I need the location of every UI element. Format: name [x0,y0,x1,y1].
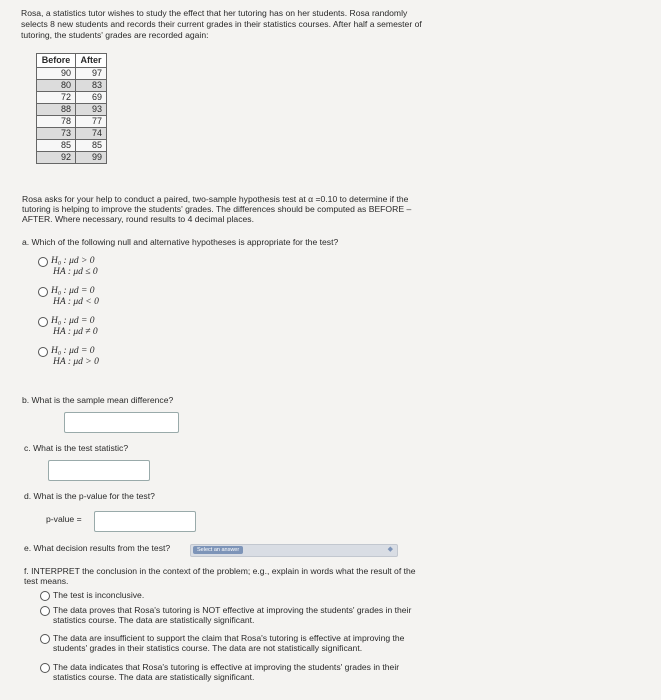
before-cell: 90 [37,68,76,80]
null-hypothesis: H₀ : μd = 0 [51,286,95,296]
before-cell: 92 [37,152,76,164]
table-row [37,116,107,128]
decision-select[interactable] [190,544,398,557]
hypothesis-option-1[interactable] [38,256,98,278]
instruction-line: tutoring is helping to improve the students' grades. The differences should be computed as BEFORE – [22,204,412,214]
after-cell: 69 [76,92,107,104]
table-row [37,104,107,116]
table-row [37,140,107,152]
intro-line: tutoring, the students' grades are recorded again: [21,30,209,40]
option-text: statistics course. The data are statistically significant. [53,672,255,682]
radio-button[interactable] [38,317,48,327]
alt-hypothesis: HA : μd ≤ 0 [53,267,98,277]
table-row [37,68,107,80]
grades-table [36,53,107,164]
after-cell: 83 [76,80,107,92]
hypothesis-option-2[interactable] [38,286,99,308]
null-hypothesis: H₀ : μd = 0 [51,346,95,356]
instruction-line: AFTER. Where necessary, round results to 4 decimal places. [22,214,254,224]
after-cell: 77 [76,116,107,128]
alt-hypothesis: HA : μd > 0 [53,357,99,367]
select-placeholder: Select an answer [193,546,243,554]
option-text: statistics course. The data are statistically significant. [53,615,255,625]
table-row [37,152,107,164]
after-cell: 85 [76,140,107,152]
option-text: The test is inconclusive. [53,590,145,600]
radio-button[interactable] [40,663,50,673]
table-row [37,80,107,92]
option-text: The data proves that Rosa's tutoring is NOT effective at improving the students' grades in their [53,605,412,615]
radio-button[interactable] [40,634,50,644]
pvalue-input[interactable] [94,511,196,532]
after-cell: 97 [76,68,107,80]
radio-button[interactable] [38,287,48,297]
null-hypothesis: H₀ : μd > 0 [51,256,95,266]
intro-line: Rosa, a statistics tutor wishes to study the effect that her tutoring has on her students. Rosa randomly [21,8,408,18]
mean-difference-input[interactable] [64,412,179,433]
after-cell: 74 [76,128,107,140]
question-f-line: test means. [24,576,69,586]
radio-button[interactable] [38,347,48,357]
test-instructions [22,194,411,224]
hypothesis-option-4[interactable] [38,346,99,368]
before-cell: 72 [37,92,76,104]
pvalue-label: p-value = [46,514,82,524]
option-text: The data indicates that Rosa's tutoring is effective at improving the students' grades in their [53,662,400,672]
after-cell: 93 [76,104,107,116]
test-statistic-input[interactable] [48,460,150,481]
option-text: students' grades in their statistics course. The data are not statistically significant. [53,643,363,653]
question-b: b. What is the sample mean difference? [22,395,174,405]
table-row [37,128,107,140]
question-c: c. What is the test statistic? [24,443,129,453]
before-cell: 78 [37,116,76,128]
before-cell: 80 [37,80,76,92]
question-a: a. Which of the following null and alternative hypotheses is appropriate for the test? [22,237,339,247]
column-header-before: Before [37,54,76,68]
radio-button[interactable] [38,257,48,267]
question-e: e. What decision results from the test? [24,543,171,553]
conclusion-option-3[interactable] [40,633,404,653]
conclusion-option-4[interactable] [40,662,399,682]
null-hypothesis: H₀ : μd = 0 [51,316,95,326]
alt-hypothesis: HA : μd ≠ 0 [53,327,98,337]
table-row [37,92,107,104]
before-cell: 88 [37,104,76,116]
conclusion-option-1[interactable] [40,590,144,601]
question-f [24,566,416,586]
problem-intro [21,8,422,41]
option-text: The data are insufficient to support the claim that Rosa's tutoring is effective at improving the [53,633,405,643]
radio-button[interactable] [40,606,50,616]
hypothesis-option-3[interactable] [38,316,98,338]
alt-hypothesis: HA : μd < 0 [53,297,99,307]
conclusion-option-2[interactable] [40,605,411,625]
chevron-down-icon: ◆ [387,546,393,553]
column-header-after: After [76,54,107,68]
radio-button[interactable] [40,591,50,601]
after-cell: 99 [76,152,107,164]
question-f-line: f. INTERPRET the conclusion in the context of the problem; e.g., explain in words what the result of the [24,566,416,576]
question-d: d. What is the p-value for the test? [24,491,155,501]
before-cell: 73 [37,128,76,140]
intro-line: selects 8 new students and records their current grades in their statistics courses. After half a semester of [21,19,422,29]
before-cell: 85 [37,140,76,152]
instruction-line: Rosa asks for your help to conduct a paired, two-sample hypothesis test at α =0.10 to determine if the [22,194,409,204]
